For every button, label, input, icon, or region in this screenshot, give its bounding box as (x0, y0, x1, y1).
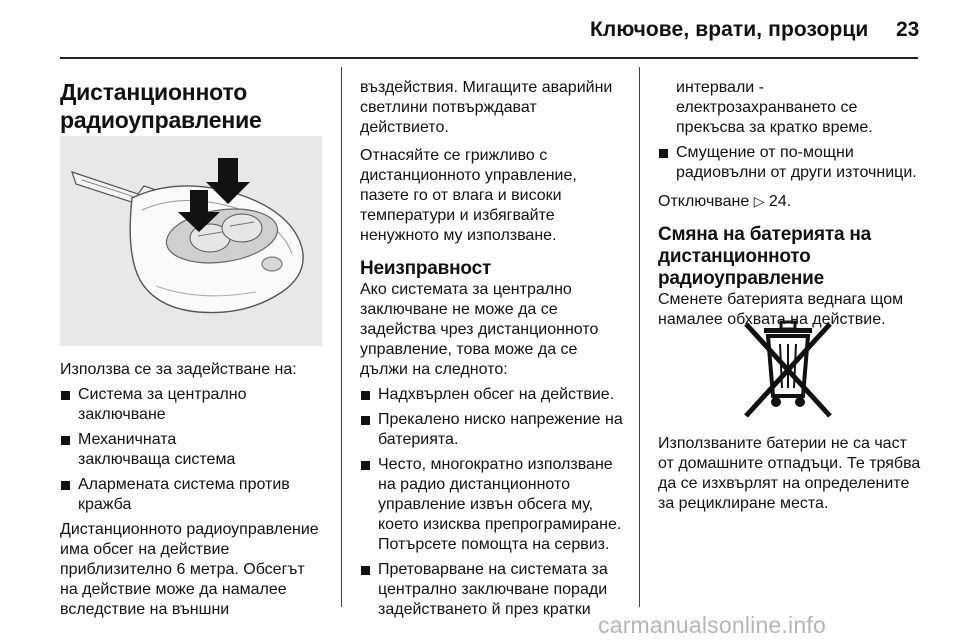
crossed-out-wheelie-bin-icon (738, 318, 838, 422)
arrow-ref-icon[interactable]: ▷ (753, 193, 765, 209)
list-item: Често, многократно използване на радио дистанционното управление извън обсега му, което изисква препрограмиране. Потърсете помощта на сервиз. (360, 455, 632, 555)
interference-list (658, 143, 926, 183)
list-item: Надхвърлен обсег на действие. (360, 385, 632, 405)
key-remote-figure (60, 136, 322, 346)
continued-lines: интервали - електрозахранването се прекъсва за кратко време. (676, 79, 873, 136)
running-header-title: Ключове, врати, прозорци (590, 18, 869, 41)
care-paragraph: Отнасяйте се грижливо с дистанционното управление, пазете го от влага и високи температури и избягвайте ненужното му използване. (360, 147, 577, 244)
list-item: Система за централно заключване (60, 385, 260, 425)
list-item: Претоварване на системата за централно заключване поради задействането й през кратки (360, 560, 632, 620)
header-rule (60, 57, 918, 59)
battery-section-title: Смяна на батерията на дистанционното радиоуправление (658, 224, 872, 289)
list-item: Прекалено ниско напрежение на батерията. (360, 410, 632, 450)
fault-paragraph: Ако системата за централно заключване не може да се задейства чрез дистанционното управление, това може да се дължи на следното: (360, 281, 599, 378)
watermark: carmanualsonline.info (598, 612, 826, 638)
fault-title: Неизправност (360, 258, 492, 279)
battery-paragraph: Сменете батерията веднага щом намалее обхвата на действие. (658, 291, 904, 328)
column-divider-2 (639, 67, 640, 607)
disable-reference: Отключване ▷ 24. (658, 193, 792, 210)
range-paragraph: Дистанционното радиоуправление има обсег на действие приблизително 6 метра. Обсегът на действие може да намалее вследствие на външни (60, 521, 319, 618)
continued-paragraph: въздействия. Мигащите аварийни светлини потвърждават действието. (360, 79, 613, 136)
disposal-paragraph: Използваните батерии не са част от домашните отпадъци. Те трябва да се изхвърлят на определените за рециклиране места. (658, 435, 921, 512)
list-item: Смущение от по-мощни радиовълни от други източници. (658, 143, 926, 183)
section-title-line: Дистанционното (60, 79, 248, 105)
fault-list (360, 385, 632, 620)
list-item: Механичната заключваща система (60, 430, 260, 470)
page-reference[interactable]: 24. (768, 193, 792, 210)
list-item: Алармената система против кражба (60, 475, 290, 515)
section-title-line: радиоуправление (60, 107, 262, 133)
column-divider-1 (341, 67, 342, 607)
usage-intro: Използва се за задействане на: (60, 361, 297, 378)
car-key-remote-illustration (60, 136, 322, 346)
usage-list (60, 385, 330, 515)
section-title-remote (60, 78, 340, 134)
page-number: 23 (896, 18, 920, 41)
